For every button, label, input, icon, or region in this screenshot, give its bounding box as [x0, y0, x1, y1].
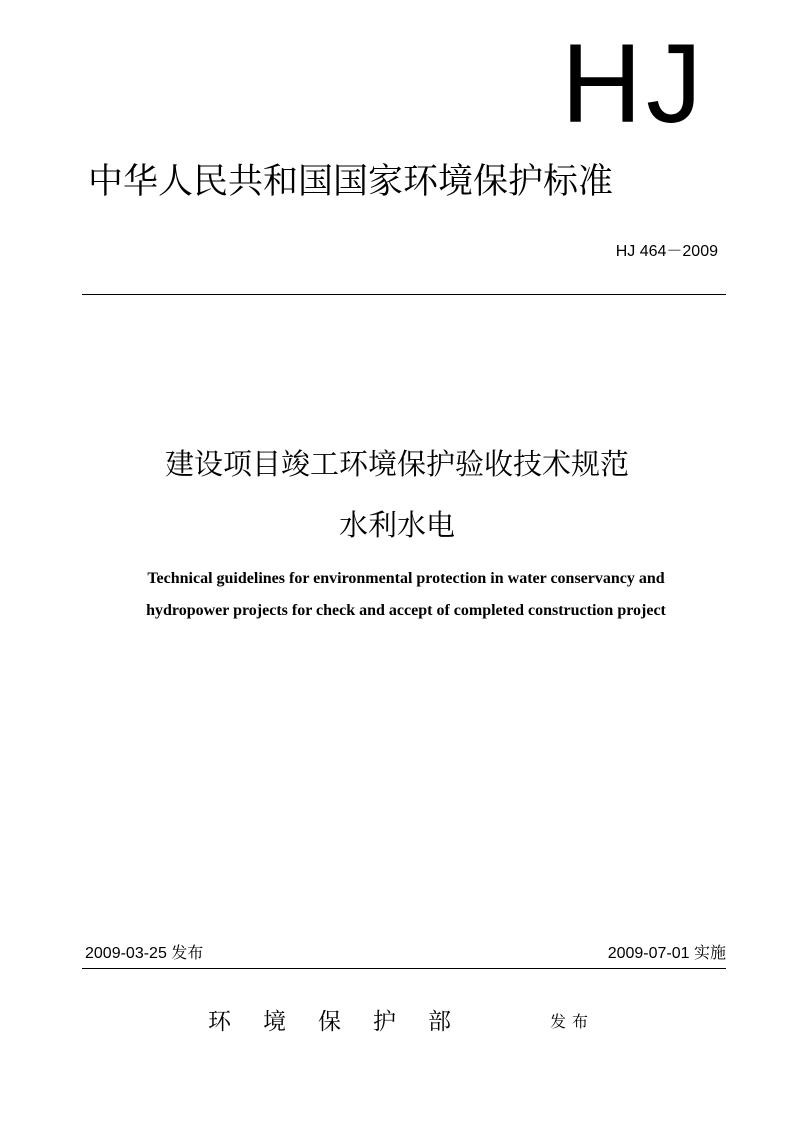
title-en-line1: Technical guidelines for environmental protection in water conservancy and [147, 570, 665, 587]
title-en-line2: hydropower projects for check and accept of completed construction project [146, 602, 666, 619]
top-divider [82, 294, 726, 295]
standard-number: HJ 464－2009 [615, 243, 718, 260]
effective-date: 2009-07-01 实施 [607, 945, 726, 962]
issuing-authority: 环境保护部 [208, 1009, 483, 1035]
issue-date: 2009-03-25 发布 [85, 945, 204, 962]
standard-header: 中华人民共和国国家环境保护标准 [88, 162, 614, 202]
title-cn-line2: 水利水电 [338, 508, 455, 542]
issuing-authority-suffix: 发布 [550, 1012, 595, 1031]
hj-logo: HJ [561, 21, 706, 146]
title-cn-line1: 建设项目竣工环境保护验收技术规范 [164, 447, 629, 481]
bottom-divider [82, 968, 726, 969]
